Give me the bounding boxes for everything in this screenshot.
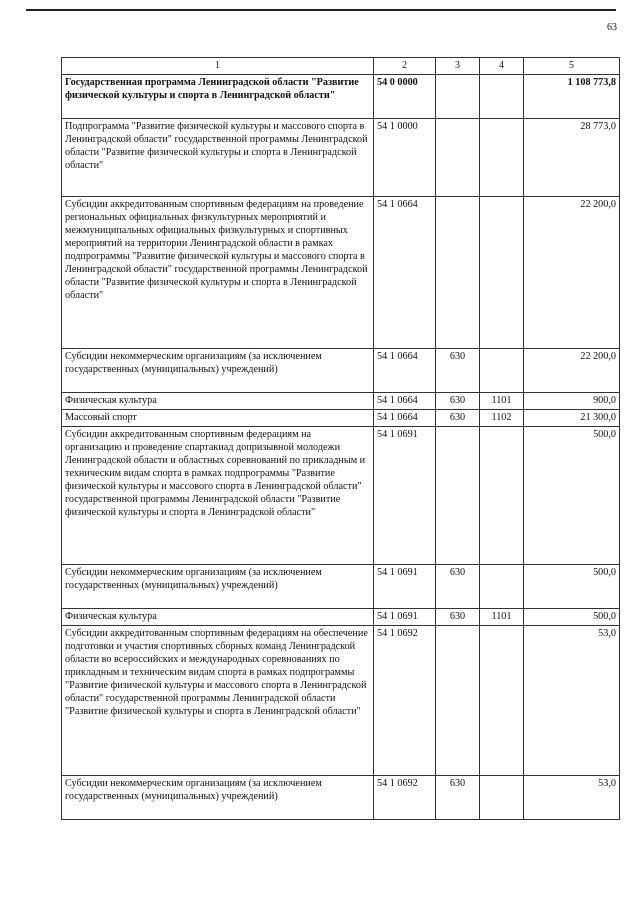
row-section [480, 565, 524, 609]
row-section: 1101 [480, 393, 524, 410]
row-section: 1101 [480, 609, 524, 626]
row-section: 1102 [480, 410, 524, 427]
row-section [480, 197, 524, 349]
row-name: Субсидии аккредитованным спортивным федерациям на проведение региональных официальных физкультурных мероприятий и межмуниципальных официальных физкультурных и спортивных мероприятий на территории Ленинградской области в рамках подпрограммы "Развитие физической культуры и массового спорта в Ленинградской области" государственной программы Ленинградской области "Развитие физической культуры и спорта в Ленинградской области" [62, 197, 374, 349]
page-number: 63 [607, 22, 617, 33]
row-expense-type: 630 [436, 609, 480, 626]
row-name: Субсидии некоммерческим организациям (за исключением государственных (муниципальных) учреждений) [62, 776, 374, 820]
row-code: 54 1 0692 [374, 776, 436, 820]
row-name: Физическая культура [62, 393, 374, 410]
row-amount: 500,0 [524, 609, 620, 626]
column-header: 5 [524, 58, 620, 75]
column-header: 2 [374, 58, 436, 75]
row-amount: 28 773,0 [524, 119, 620, 197]
row-section [480, 349, 524, 393]
row-code: 54 0 0000 [374, 75, 436, 119]
row-name: Физическая культура [62, 609, 374, 626]
top-rule [26, 9, 616, 11]
row-code: 54 1 0664 [374, 410, 436, 427]
row-section [480, 119, 524, 197]
row-code: 54 1 0691 [374, 609, 436, 626]
row-expense-type: 630 [436, 410, 480, 427]
table-row [62, 427, 620, 565]
table-row [62, 565, 620, 609]
row-code: 54 1 0664 [374, 197, 436, 349]
row-code: 54 1 0664 [374, 393, 436, 410]
row-amount: 21 300,0 [524, 410, 620, 427]
row-name: Массовый спорт [62, 410, 374, 427]
row-expense-type [436, 119, 480, 197]
table-row [62, 609, 620, 626]
budget-table [61, 57, 620, 820]
row-expense-type [436, 626, 480, 776]
column-header: 4 [480, 58, 524, 75]
table-row [62, 776, 620, 820]
row-code: 54 1 0000 [374, 119, 436, 197]
row-expense-type: 630 [436, 776, 480, 820]
row-name: Подпрограмма "Развитие физической культуры и массового спорта в Ленинградской области" государственной программы Ленинградской области "Развитие физической культуры и спорта в Ленинградской области" [62, 119, 374, 197]
row-name: Субсидии некоммерческим организациям (за исключением государственных (муниципальных) учреждений) [62, 349, 374, 393]
table-row [62, 626, 620, 776]
row-name: Государственная программа Ленинградской области "Развитие физической культуры и спорта в Ленинградской области" [62, 75, 374, 119]
table-row [62, 119, 620, 197]
table-row [62, 410, 620, 427]
row-section [480, 776, 524, 820]
row-amount: 1 108 773,8 [524, 75, 620, 119]
row-section [480, 427, 524, 565]
row-section [480, 75, 524, 119]
row-code: 54 1 0692 [374, 626, 436, 776]
table-row [62, 393, 620, 410]
table-row [62, 75, 620, 119]
header-row [62, 58, 620, 75]
row-amount: 22 200,0 [524, 197, 620, 349]
row-section [480, 626, 524, 776]
row-amount: 53,0 [524, 626, 620, 776]
row-amount: 500,0 [524, 565, 620, 609]
column-header: 1 [62, 58, 374, 75]
row-expense-type [436, 427, 480, 565]
row-name: Субсидии аккредитованным спортивным федерациям на обеспечение подготовки и участия спортивных сборных команд Ленинградской области во всероссийских и международных соревнованиях по прикладным и техническим видам спорта в рамках подпрограммы "Развитие физической культуры и массового спорта в Ленинградской области" государственной программы Ленинградской области "Развитие физической культуры и спорта в Ленинградской области" [62, 626, 374, 776]
table-row [62, 349, 620, 393]
row-amount: 22 200,0 [524, 349, 620, 393]
row-name: Субсидии некоммерческим организациям (за исключением государственных (муниципальных) учреждений) [62, 565, 374, 609]
row-code: 54 1 0691 [374, 427, 436, 565]
row-expense-type: 630 [436, 393, 480, 410]
row-amount: 500,0 [524, 427, 620, 565]
row-expense-type [436, 75, 480, 119]
row-name: Субсидии аккредитованным спортивным федерациям на организацию и проведение спартакиад допризывной молодежи Ленинградской области и областных соревнований по прикладным и техническим видам спорта в рамках подпрограммы "Развитие физической культуры и массового спорта в Ленинградской области" государственной программы Ленинградской области "Развитие физической культуры и спорта в Ленинградской области" [62, 427, 374, 565]
row-expense-type: 630 [436, 349, 480, 393]
row-code: 54 1 0664 [374, 349, 436, 393]
row-expense-type: 630 [436, 565, 480, 609]
table-row [62, 197, 620, 349]
row-code: 54 1 0691 [374, 565, 436, 609]
row-amount: 53,0 [524, 776, 620, 820]
column-header: 3 [436, 58, 480, 75]
row-expense-type [436, 197, 480, 349]
row-amount: 900,0 [524, 393, 620, 410]
